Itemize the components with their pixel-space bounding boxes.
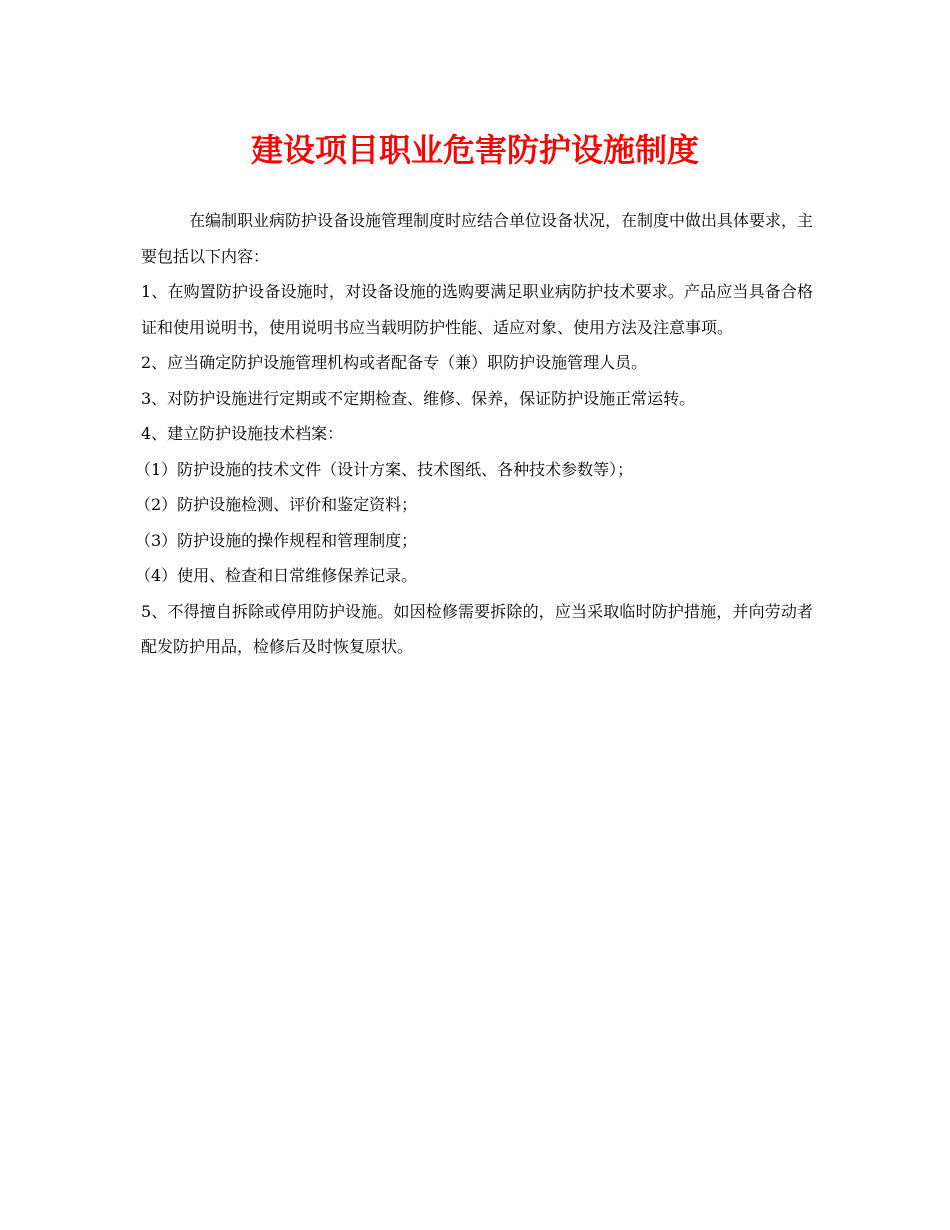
subitem-1: （1）防护设施的技术文件（设计方案、技术图纸、各种技术参数等）； — [135, 459, 634, 479]
page-title: 建设项目职业危害防护设施制度 — [250, 131, 699, 169]
item-2: 2、应当确定防护设施管理机构或者配备专（兼）职防护设施管理人员。 — [141, 353, 648, 372]
item-5: 5、不得擅自拆除或停用防护设施。如因检修需要拆除的，应当采取临时防护措施，并向劳动者配发防护用品，检修后及时恢复原状。 — [141, 601, 813, 656]
item-4: 4、建立防护设施技术档案： — [141, 424, 344, 443]
document-body — [135, 203, 814, 665]
subitem-4: （4）使用、检查和日常维修保养记录。 — [135, 566, 418, 585]
item-1: 1、在购置防护设备设施时，对设备设施的选购要满足职业病防护技术要求。产品应当具备合格证和使用说明书，使用说明书应当载明防护性能、适应对象、使用方法及注意事项。 — [141, 282, 813, 337]
intro-paragraph: 在编制职业病防护设备设施管理制度时应结合单位设备状况，在制度中做出具体要求，主要包括以下内容： — [141, 211, 814, 266]
item-3: 3、对防护设施进行定期或不定期检查、维修、保养，保证防护设施正常运转。 — [141, 388, 696, 408]
subitem-3: （3）防护设施的操作规程和管理制度； — [135, 530, 418, 550]
subitem-2: （2）防护设施检测、评价和鉴定资料； — [135, 495, 418, 514]
